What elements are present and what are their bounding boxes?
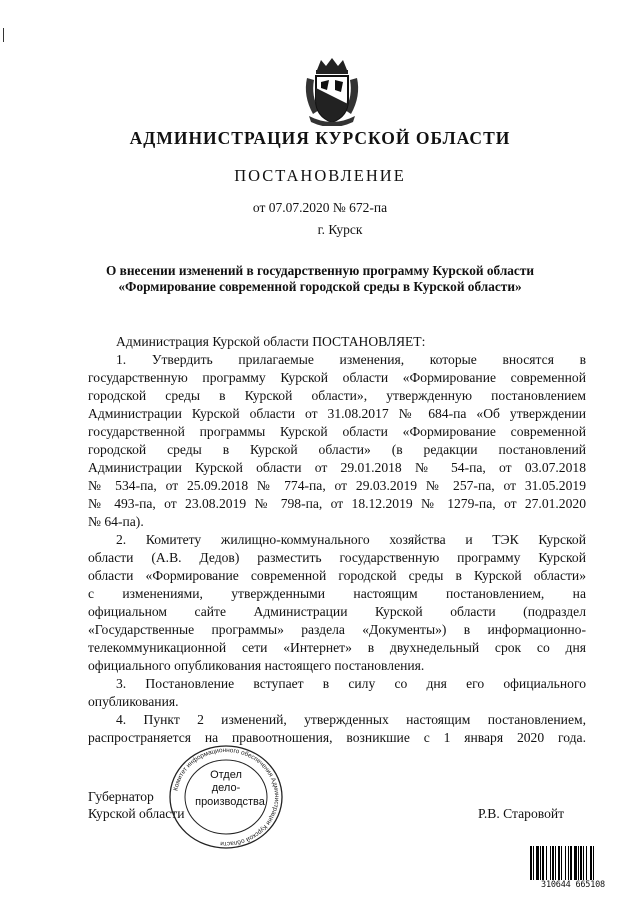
body-line: распространяется на правоотношения, возникшие с 1 января 2020 года. <box>88 730 586 745</box>
stamp-line: Отдел <box>210 769 242 781</box>
subject-line: «Формирование современной городской среды в Курской области» <box>118 279 522 294</box>
body-line: 4. Пункт 2 изменений, утвержденных настоящим постановлением, <box>116 712 586 727</box>
document-type: ПОСТАНОВЛЕНИЕ <box>234 166 406 185</box>
body-line: № 64-па). <box>88 514 144 529</box>
body-line: 3. Постановление вступает в силу со дня его официального <box>116 676 586 691</box>
barcode-bar <box>536 846 539 880</box>
barcode-bar <box>540 846 541 880</box>
body-line: № 493-па, от 23.08.2019 № 798-па, от 18.12.2019 № 1279-па, от 27.01.2020 <box>88 496 586 511</box>
barcode-bar <box>574 846 577 880</box>
barcode-bar <box>550 846 551 880</box>
body-line: области «Формирование современной городской среды в Курской области» <box>88 568 586 583</box>
body-line: государственную программу Курской области «Формирование современной <box>88 370 586 385</box>
body-line: 1. Утвердить прилагаемые изменения, которые вносятся в <box>116 352 586 367</box>
body-line: № 534-па, от 25.09.2018 № 774-па, от 29.03.2019 № 257-па, от 31.05.2019 <box>88 478 586 493</box>
document-city: г. Курск <box>317 222 363 237</box>
stamp-line: дело- <box>211 782 241 794</box>
barcode-bar <box>565 846 566 880</box>
barcode-bar <box>593 846 594 880</box>
barcode-bar <box>555 846 556 880</box>
barcode-bar <box>552 846 554 880</box>
subject-line: О внесении изменений в государственную программу Курской области <box>105 263 535 278</box>
body-line: телекоммуникационной сети «Интернет» в двухнедельный срок со дня <box>88 640 586 655</box>
barcode-bar <box>578 846 579 880</box>
body-line: городской среды в Курской области», утвержденную постановлением <box>88 388 586 403</box>
barcode-bar <box>530 846 532 880</box>
barcode-bar <box>570 846 572 880</box>
body-line: с изменениями, утвержденными настоящим постановлением, на <box>88 586 586 601</box>
document-number: от 07.07.2020 № 672-па <box>252 200 388 215</box>
coat-of-arms-icon <box>299 56 365 126</box>
barcode-bar <box>561 846 562 880</box>
body-line: государственной программы Курской области «Формирование современной <box>88 424 586 439</box>
barcode-bar <box>542 846 544 880</box>
body-line: области (А.В. Дедов) разместить государственную программу Курской <box>88 550 586 565</box>
barcode-bar <box>583 846 584 880</box>
signatory-position-line: Губернатор <box>88 789 154 804</box>
body-line: Администрации Курской области от 29.01.2018 № 54-па, от 03.07.2018 <box>88 460 586 475</box>
barcode-bar <box>580 846 582 880</box>
margin-mark <box>3 28 4 42</box>
body-line: городской среды в Курской области» (в редакции постановлений <box>88 442 586 457</box>
barcode-bar <box>586 846 587 880</box>
body-line: официального опубликования настоящего постановления. <box>88 658 425 673</box>
body-line: официальном сайте Администрации Курской области (подраздел <box>88 604 586 619</box>
barcode <box>529 846 617 880</box>
body-line: опубликования. <box>88 694 179 709</box>
barcode-bar <box>558 846 560 880</box>
barcode-bar <box>590 846 592 880</box>
preamble-line: Администрация Курской области ПОСТАНОВЛЯЕТ: <box>116 334 426 349</box>
organization-title: АДМИНИСТРАЦИЯ КУРСКОЙ ОБЛАСТИ <box>129 128 511 148</box>
signatory-name: Р.В. Старовойт <box>478 806 565 821</box>
barcode-bar <box>546 846 547 880</box>
barcode-bar <box>533 846 534 880</box>
barcode-number: 310644 665108 <box>541 880 605 890</box>
stamp-line: производства <box>195 796 265 808</box>
body-line: Администрации Курской области от 31.08.2017 № 684-па «Об утверждении <box>88 406 586 421</box>
body-line: «Государственные программы» раздела «Документы») в информационно- <box>88 622 586 637</box>
barcode-bar <box>568 846 569 880</box>
stamp-ring-text: Комитет информационного обеспечения Администрации Курской области <box>172 746 281 848</box>
document-subject <box>0 263 640 295</box>
body-line: 2. Комитету жилищно-коммунального хозяйства и ТЭК Курской <box>116 532 586 547</box>
signatory-position-line: Курской области <box>88 806 185 821</box>
